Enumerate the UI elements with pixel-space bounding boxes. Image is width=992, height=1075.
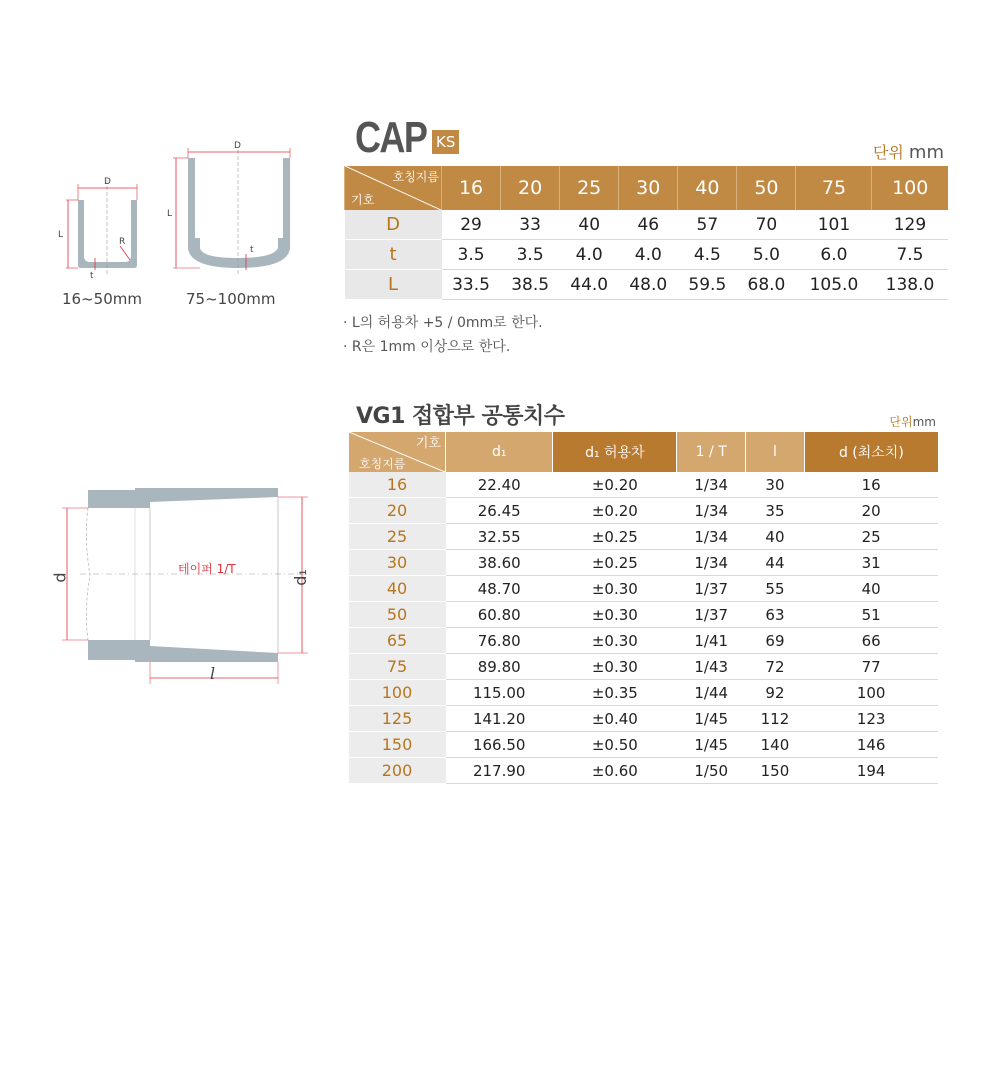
cap-table-corner bbox=[345, 166, 442, 210]
vg1-cell: 92 bbox=[746, 680, 805, 706]
vg1-row-size: 75 bbox=[349, 654, 446, 680]
vg1-corner-bottom: 호칭지름 bbox=[359, 457, 406, 471]
cap-small-dim-L: L bbox=[58, 230, 64, 240]
vg1-cell: 16 bbox=[804, 472, 938, 498]
vg1-unit bbox=[889, 413, 936, 430]
vg1-cell: 1/34 bbox=[677, 550, 746, 576]
cap-table bbox=[344, 166, 948, 300]
vg1-row-size: 16 bbox=[349, 472, 446, 498]
vg1-unit-label: 단위 bbox=[889, 415, 913, 429]
cap-cell: 68.0 bbox=[737, 270, 796, 300]
cap-cell: 70 bbox=[737, 210, 796, 240]
vg1-cell: ±0.50 bbox=[553, 732, 677, 758]
vg1-cell: 123 bbox=[804, 706, 938, 732]
vg1-cell: 1/45 bbox=[677, 732, 746, 758]
cap-size-header: 75 bbox=[796, 166, 872, 210]
vg1-cell: 40 bbox=[746, 524, 805, 550]
cap-size-header: 40 bbox=[678, 166, 737, 210]
vg1-table-row bbox=[349, 628, 939, 654]
cap-large-caption: 75~100mm bbox=[186, 290, 276, 308]
vg1-cell: 32.55 bbox=[446, 524, 553, 550]
cap-row-symbol: L bbox=[345, 270, 442, 300]
vg1-corner-top: 기호 bbox=[415, 436, 441, 451]
vg1-cell: 1/37 bbox=[677, 576, 746, 602]
vg1-cell: 1/34 bbox=[677, 524, 746, 550]
cap-cell: 3.5 bbox=[501, 240, 560, 270]
vg1-cell: 35 bbox=[746, 498, 805, 524]
vg1-row-size: 50 bbox=[349, 602, 446, 628]
vg1-row-size: 125 bbox=[349, 706, 446, 732]
cap-diagram bbox=[40, 130, 340, 320]
vg1-cell: 150 bbox=[746, 758, 805, 784]
cap-cell: 3.5 bbox=[442, 240, 501, 270]
vg1-row-size: 40 bbox=[349, 576, 446, 602]
vg1-cell: ±0.25 bbox=[553, 550, 677, 576]
vg1-cell: 1/43 bbox=[677, 654, 746, 680]
vg1-cell: 1/44 bbox=[677, 680, 746, 706]
vg1-cell: ±0.30 bbox=[553, 654, 677, 680]
vg1-cell: ±0.30 bbox=[553, 576, 677, 602]
cap-size-header: 20 bbox=[501, 166, 560, 210]
vg1-cell: 44 bbox=[746, 550, 805, 576]
vg1-table bbox=[348, 432, 938, 784]
cap-size-header: 50 bbox=[737, 166, 796, 210]
vg1-table-row bbox=[349, 576, 939, 602]
vg1-cell: 69 bbox=[746, 628, 805, 654]
cap-table-row bbox=[345, 210, 949, 240]
vg1-cell: 66 bbox=[804, 628, 938, 654]
vg1-cell: 77 bbox=[804, 654, 938, 680]
cap-unit-mm: mm bbox=[908, 142, 944, 163]
cap-cell: 48.0 bbox=[619, 270, 678, 300]
vg1-table-row bbox=[349, 706, 939, 732]
vg1-cell: 20 bbox=[804, 498, 938, 524]
cap-note: · L의 허용차 +5 / 0mm로 한다. bbox=[343, 315, 543, 331]
cap-unit-label: 단위 bbox=[872, 143, 904, 162]
vg1-cell: 100 bbox=[804, 680, 938, 706]
cap-cell: 5.0 bbox=[737, 240, 796, 270]
vg1-cell: ±0.25 bbox=[553, 524, 677, 550]
vg1-table-row bbox=[349, 732, 939, 758]
vg1-cell: ±0.20 bbox=[553, 498, 677, 524]
vg1-table-corner bbox=[349, 432, 446, 472]
cap-cell: 29 bbox=[442, 210, 501, 240]
ks-badge: KS bbox=[432, 130, 459, 154]
vg1-table-row bbox=[349, 524, 939, 550]
cap-cell: 59.5 bbox=[678, 270, 737, 300]
cap-title: CAP bbox=[355, 113, 427, 162]
vg1-cell: 140 bbox=[746, 732, 805, 758]
vg1-table-row bbox=[349, 472, 939, 498]
vg1-cell: ±0.40 bbox=[553, 706, 677, 732]
vg1-header-d1-tolerance: d₁ 허용차 bbox=[553, 432, 677, 472]
vg1-row-size: 30 bbox=[349, 550, 446, 576]
vg1-cell: 26.45 bbox=[446, 498, 553, 524]
cap-size-header: 30 bbox=[619, 166, 678, 210]
vg1-cell: 115.00 bbox=[446, 680, 553, 706]
cap-cell: 4.0 bbox=[560, 240, 619, 270]
vg1-table-row bbox=[349, 602, 939, 628]
vg1-joint-diagram bbox=[50, 480, 330, 690]
vg1-table-row bbox=[349, 758, 939, 784]
vg1-cell: 112 bbox=[746, 706, 805, 732]
cap-cell: 33.5 bbox=[442, 270, 501, 300]
vg1-cell: 1/50 bbox=[677, 758, 746, 784]
cap-small-drawing bbox=[66, 180, 137, 275]
vg1-table-row bbox=[349, 498, 939, 524]
cap-row-symbol: D bbox=[345, 210, 442, 240]
dim-l-label: l bbox=[210, 664, 216, 683]
vg1-table-row bbox=[349, 680, 939, 706]
cap-cell: 6.0 bbox=[796, 240, 872, 270]
vg1-cell: 63 bbox=[746, 602, 805, 628]
cap-cell: 44.0 bbox=[560, 270, 619, 300]
cap-table-header bbox=[345, 166, 949, 210]
vg1-table-row bbox=[349, 550, 939, 576]
vg1-cell: ±0.35 bbox=[553, 680, 677, 706]
vg1-table-row bbox=[349, 654, 939, 680]
vg1-title: VG1 접합부 공통치수 bbox=[356, 404, 565, 429]
vg1-cell: 1/34 bbox=[677, 498, 746, 524]
vg1-cell: ±0.30 bbox=[553, 628, 677, 654]
vg1-cell: ±0.30 bbox=[553, 602, 677, 628]
vg1-cell: 38.60 bbox=[446, 550, 553, 576]
vg1-cell: 146 bbox=[804, 732, 938, 758]
cap-cell: 57 bbox=[678, 210, 737, 240]
vg1-cell: 166.50 bbox=[446, 732, 553, 758]
taper-label: 테이퍼 1/T bbox=[178, 562, 236, 576]
dim-d1-label: d₁ bbox=[290, 569, 310, 586]
cap-cell: 101 bbox=[796, 210, 872, 240]
cap-row-symbol: t bbox=[345, 240, 442, 270]
cap-cell: 138.0 bbox=[872, 270, 948, 300]
cap-cell: 40 bbox=[560, 210, 619, 240]
cap-cell: 46 bbox=[619, 210, 678, 240]
vg1-header-taper: 1 / T bbox=[677, 432, 746, 472]
vg1-row-size: 25 bbox=[349, 524, 446, 550]
cap-cell: 4.0 bbox=[619, 240, 678, 270]
vg1-header-l: l bbox=[746, 432, 805, 472]
cap-size-header: 16 bbox=[442, 166, 501, 210]
vg1-unit-mm: mm bbox=[912, 415, 936, 429]
cap-small-caption: 16~50mm bbox=[62, 290, 142, 308]
vg1-row-size: 100 bbox=[349, 680, 446, 706]
cap-cell: 4.5 bbox=[678, 240, 737, 270]
cap-cell: 105.0 bbox=[796, 270, 872, 300]
cap-corner-bottom: 기호 bbox=[351, 193, 375, 207]
cap-cell: 33 bbox=[501, 210, 560, 240]
cap-large-dim-t: t bbox=[250, 245, 254, 255]
vg1-table-body bbox=[349, 472, 939, 784]
vg1-cell: 89.80 bbox=[446, 654, 553, 680]
cap-cell: 7.5 bbox=[872, 240, 948, 270]
vg1-row-size: 200 bbox=[349, 758, 446, 784]
vg1-row-size: 20 bbox=[349, 498, 446, 524]
vg1-cell: 1/41 bbox=[677, 628, 746, 654]
vg1-cell: 72 bbox=[746, 654, 805, 680]
cap-cell: 38.5 bbox=[501, 270, 560, 300]
vg1-cell: 1/37 bbox=[677, 602, 746, 628]
vg1-cell: 141.20 bbox=[446, 706, 553, 732]
cap-size-header: 100 bbox=[872, 166, 948, 210]
vg1-cell: 217.90 bbox=[446, 758, 553, 784]
cap-small-dim-D: D bbox=[104, 177, 111, 187]
vg1-cell: 31 bbox=[804, 550, 938, 576]
vg1-cell: 60.80 bbox=[446, 602, 553, 628]
cap-table-row bbox=[345, 270, 949, 300]
vg1-cell: 30 bbox=[746, 472, 805, 498]
vg1-cell: 1/34 bbox=[677, 472, 746, 498]
vg1-cell: 76.80 bbox=[446, 628, 553, 654]
cap-size-header: 25 bbox=[560, 166, 619, 210]
cap-cell: 129 bbox=[872, 210, 948, 240]
vg1-row-size: 150 bbox=[349, 732, 446, 758]
cap-large-drawing bbox=[173, 148, 290, 275]
vg1-cell: 25 bbox=[804, 524, 938, 550]
vg1-cell: 40 bbox=[804, 576, 938, 602]
cap-unit bbox=[873, 140, 944, 163]
vg1-cell: 194 bbox=[804, 758, 938, 784]
vg1-cell: ±0.20 bbox=[553, 472, 677, 498]
cap-small-dim-R: R bbox=[119, 237, 126, 247]
vg1-cell: ±0.60 bbox=[553, 758, 677, 784]
vg1-header-d1: d₁ bbox=[446, 432, 553, 472]
cap-note: · R은 1mm 이상으로 한다. bbox=[343, 339, 511, 355]
dim-d-label: d bbox=[50, 572, 70, 583]
cap-small-dim-t: t bbox=[90, 271, 94, 281]
cap-large-dim-D: D bbox=[234, 141, 241, 151]
cap-corner-top: 호칭지름 bbox=[392, 170, 439, 184]
vg1-row-size: 65 bbox=[349, 628, 446, 654]
vg1-cell: 22.40 bbox=[446, 472, 553, 498]
cap-table-row bbox=[345, 240, 949, 270]
vg1-cell: 48.70 bbox=[446, 576, 553, 602]
vg1-cell: 55 bbox=[746, 576, 805, 602]
cap-large-dim-L: L bbox=[167, 209, 173, 219]
vg1-table-header bbox=[349, 432, 939, 472]
vg1-cell: 51 bbox=[804, 602, 938, 628]
vg1-cell: 1/45 bbox=[677, 706, 746, 732]
vg1-header-d-min: d (최소치) bbox=[804, 432, 938, 472]
